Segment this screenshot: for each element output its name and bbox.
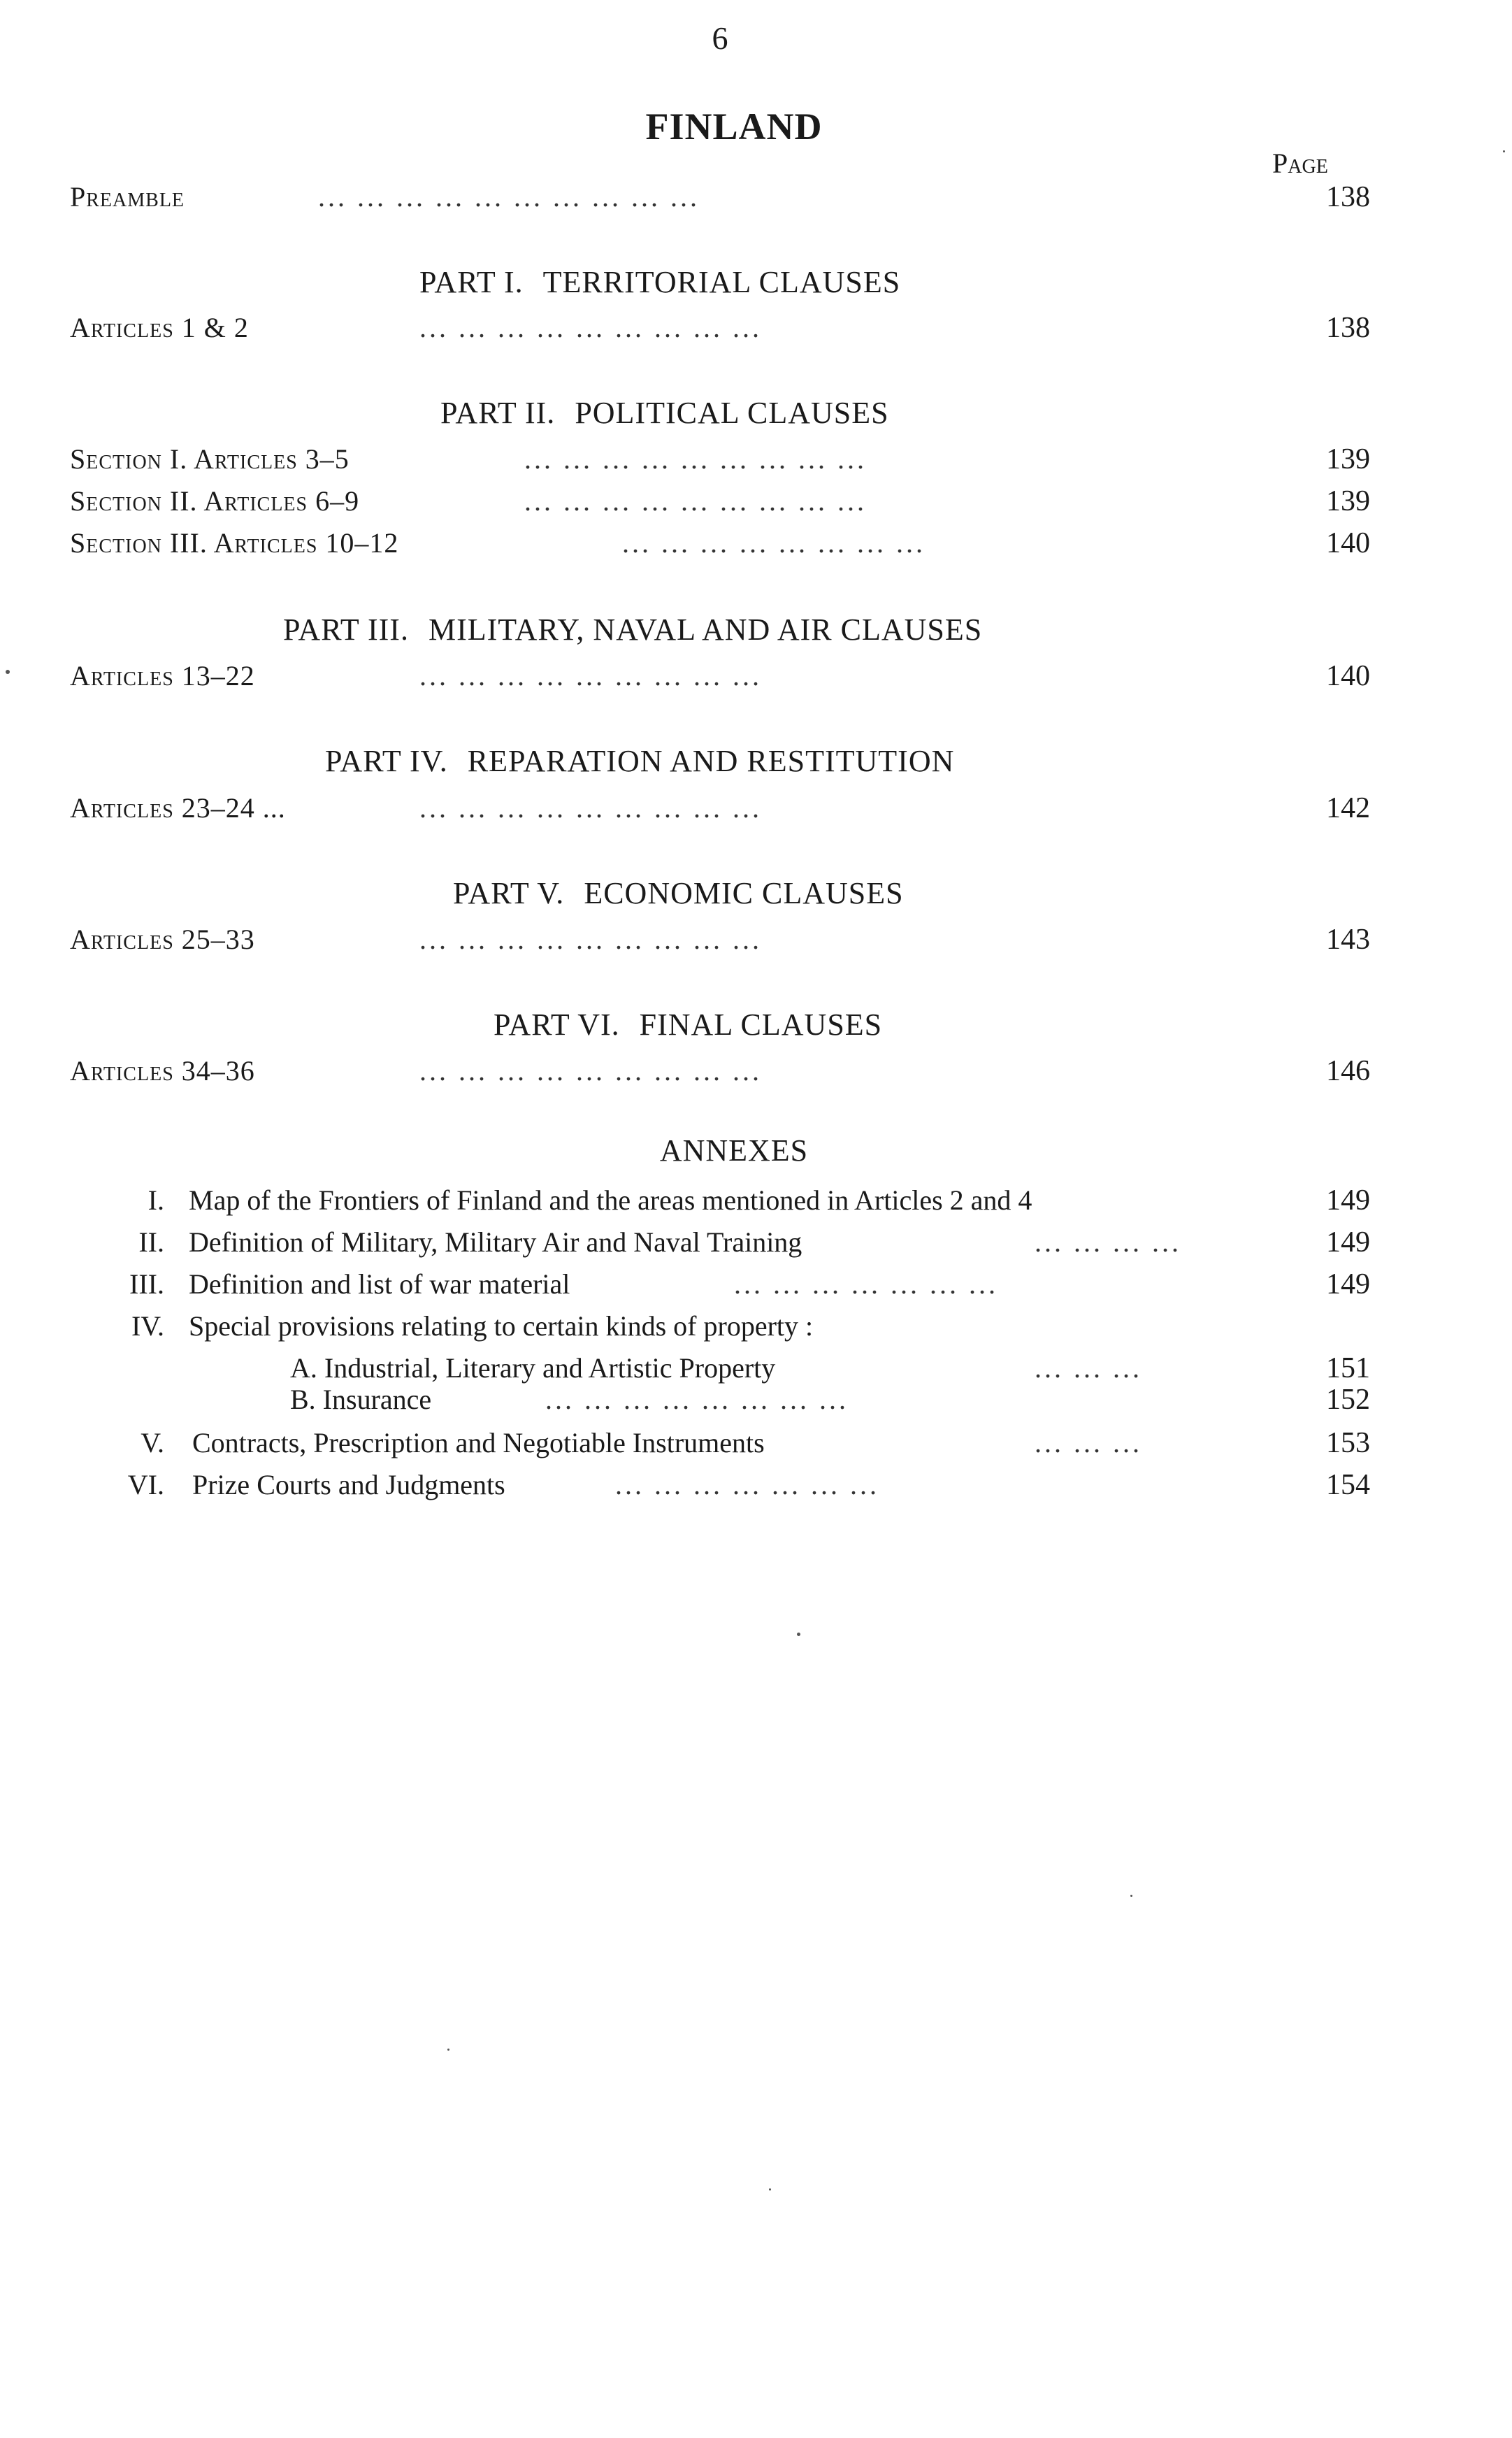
toc-row-label: Articles 23–24 ... — [70, 792, 286, 824]
page-number: 6 — [712, 20, 728, 56]
toc-row-preamble — [70, 180, 1370, 222]
document-title: FINLAND — [645, 106, 823, 148]
part-heading-6 — [494, 1007, 882, 1042]
toc-row — [70, 485, 1370, 526]
toc-row-page: 146 — [1326, 1055, 1370, 1087]
annex-title: Definition and list of war material — [189, 1268, 570, 1300]
toc-row-page: 140 — [1326, 527, 1370, 559]
toc-row — [70, 443, 1370, 485]
toc-row — [70, 923, 1370, 965]
scan-speck — [797, 1633, 800, 1636]
scan-speck — [6, 670, 10, 674]
annex-row — [70, 1468, 1370, 1510]
toc-row — [70, 1054, 1370, 1096]
part-name: REPARATION AND RESTITUTION — [467, 744, 955, 778]
toc-row-page: 143 — [1326, 924, 1370, 956]
annex-title: Contracts, Prescription and Negotiable Instruments — [192, 1427, 765, 1458]
annex-row — [70, 1310, 1370, 1351]
leader-dots: ... ... ... ... ... ... ... ... ... — [419, 924, 762, 955]
toc-row-page: 139 — [1326, 485, 1370, 517]
annex-title: Special provisions relating to certain kinds of property : — [189, 1310, 814, 1342]
part-heading-5 — [453, 875, 904, 911]
leader-dots: ... ... ... ... — [1035, 1226, 1181, 1258]
page-column-label: Page — [1272, 148, 1328, 179]
toc-row-label: Articles 25–33 — [70, 924, 255, 955]
annex-page: 149 — [1326, 1226, 1370, 1259]
part-number: PART IV. — [325, 744, 448, 778]
leader-dots: ... ... ... ... ... ... ... ... ... ... — [318, 181, 700, 213]
toc-row-page: 139 — [1326, 443, 1370, 475]
annex-number: I. — [147, 1184, 164, 1216]
leader-dots: ... ... ... ... ... ... ... — [615, 1469, 879, 1500]
leader-dots: ... ... ... ... ... ... ... ... ... — [419, 792, 762, 824]
annex-title: A. Industrial, Literary and Artistic Property — [290, 1352, 776, 1384]
toc-row — [70, 311, 1370, 353]
annex-row — [70, 1184, 1370, 1226]
leader-dots: ... ... ... — [1035, 1427, 1142, 1458]
annex-page: 154 — [1326, 1469, 1370, 1501]
leader-dots: ... ... ... ... ... ... ... ... ... — [524, 443, 867, 475]
annex-title: Prize Courts and Judgments — [192, 1469, 505, 1500]
annex-number: III. — [129, 1268, 164, 1300]
part-number: PART II. — [440, 396, 556, 430]
leader-dots: ... ... ... ... ... ... ... ... ... — [419, 1055, 762, 1087]
annex-page: 152 — [1326, 1384, 1370, 1416]
annex-number: V. — [141, 1427, 164, 1458]
toc-row-label: Articles 1 & 2 — [70, 312, 249, 343]
toc-row-label: Articles 34–36 — [70, 1055, 255, 1087]
toc-row-label: Section I. Articles 3–5 — [70, 443, 350, 475]
leader-dots: ... ... ... ... ... ... ... ... ... — [419, 660, 762, 691]
part-name: ECONOMIC CLAUSES — [584, 876, 904, 910]
toc-row — [70, 659, 1370, 701]
scan-speck — [1130, 1895, 1132, 1897]
part-number: PART III. — [283, 612, 409, 647]
toc-row-label: Preamble — [70, 181, 185, 213]
part-heading-3 — [283, 612, 982, 647]
toc-row — [70, 526, 1370, 568]
part-number: PART VI. — [494, 1008, 620, 1042]
toc-row-page: 140 — [1326, 660, 1370, 692]
annex-title: Definition of Military, Military Air and Naval Training — [189, 1226, 802, 1258]
annex-number: VI. — [127, 1469, 164, 1500]
annex-row — [70, 1268, 1370, 1310]
annex-number: IV. — [131, 1310, 164, 1342]
toc-row-page: 142 — [1326, 792, 1370, 824]
toc-row-page: 138 — [1326, 312, 1370, 344]
toc-row — [70, 791, 1370, 833]
toc-row-label: Articles 13–22 — [70, 660, 255, 691]
annexes-heading: ANNEXES — [659, 1133, 809, 1168]
part-number: PART I. — [419, 265, 524, 299]
part-number: PART V. — [453, 876, 565, 910]
part-name: MILITARY, NAVAL AND AIR CLAUSES — [428, 612, 983, 647]
part-name: POLITICAL CLAUSES — [575, 396, 889, 430]
part-name: TERRITORIAL CLAUSES — [542, 265, 901, 299]
scan-speck — [1503, 150, 1505, 152]
leader-dots: ... ... ... ... ... ... ... — [734, 1268, 998, 1300]
part-heading-2 — [440, 395, 889, 431]
scan-speck — [769, 2188, 771, 2190]
part-name: FINAL CLAUSES — [639, 1008, 883, 1042]
annex-title: B. Insurance — [290, 1384, 432, 1415]
part-heading-1 — [419, 264, 900, 300]
toc-row-label: Section II. Articles 6–9 — [70, 485, 360, 517]
scan-speck — [447, 2049, 449, 2051]
annex-page: 151 — [1326, 1352, 1370, 1384]
annex-title: Map of the Frontiers of Finland and the areas mentioned in Articles 2 and 4 — [189, 1184, 1032, 1216]
annex-row — [70, 1426, 1370, 1468]
leader-dots: ... ... ... ... ... ... ... ... ... — [524, 485, 867, 517]
toc-row-label: Section III. Articles 10–12 — [70, 527, 399, 559]
annex-sub-row — [70, 1383, 1370, 1425]
leader-dots: ... ... ... — [1035, 1352, 1142, 1384]
annex-page: 149 — [1326, 1268, 1370, 1300]
part-heading-4 — [325, 743, 954, 779]
leader-dots: ... ... ... ... ... ... ... ... — [545, 1384, 849, 1415]
leader-dots: ... ... ... ... ... ... ... ... ... — [419, 312, 762, 343]
toc-row-page: 138 — [1326, 181, 1370, 213]
annex-page: 149 — [1326, 1184, 1370, 1217]
annex-number: II. — [138, 1226, 164, 1258]
annex-page: 153 — [1326, 1427, 1370, 1459]
annex-row — [70, 1226, 1370, 1268]
leader-dots: ... ... ... ... ... ... ... ... — [622, 527, 926, 559]
